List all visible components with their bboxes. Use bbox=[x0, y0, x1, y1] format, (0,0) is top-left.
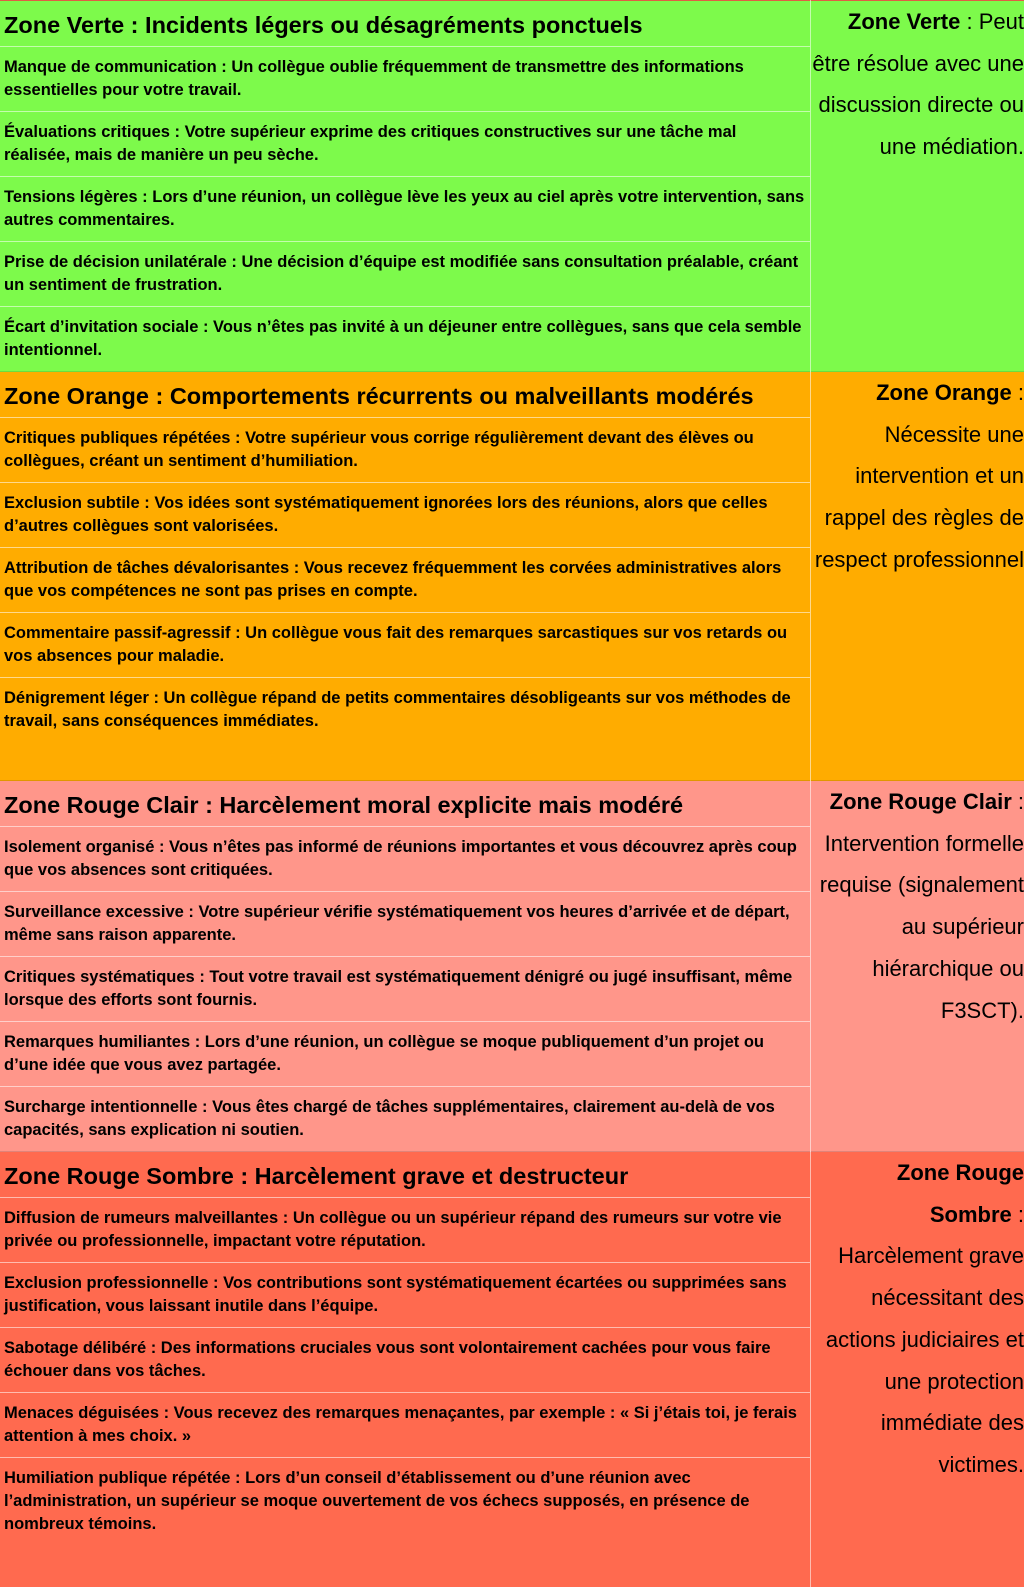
zone-orange-row bbox=[0, 372, 1024, 781]
list-item: Critiques publiques répétées : Votre supérieur vous corrige régulièrement devant des élèves ou collègues, créant un sentiment d’humiliation. bbox=[0, 418, 810, 483]
list-item: Manque de communication : Un collègue oublie fréquemment de transmettre des informations essentielles pour votre travail. bbox=[0, 47, 810, 112]
zone-lightred-row bbox=[0, 781, 1024, 1152]
summary-separator: : bbox=[1012, 380, 1024, 405]
list-item: Exclusion subtile : Vos idées sont systématiquement ignorées lors des réunions, alors que celles d’autres collègues sont valorisées. bbox=[0, 483, 810, 548]
zone-darkred-summary bbox=[810, 1152, 1024, 1587]
list-item: Exclusion professionnelle : Vos contributions sont systématiquement écartées ou supprimées sans justification, vous laissant inutile dans l’équipe. bbox=[0, 1263, 810, 1328]
zone-darkred-title: Zone Rouge Sombre : Harcèlement grave et destructeur bbox=[0, 1152, 810, 1198]
zone-orange-summary bbox=[810, 372, 1024, 781]
summary-separator: : bbox=[1012, 789, 1024, 814]
list-item: Évaluations critiques : Votre supérieur exprime des critiques constructives sur une tâche mal réalisée, mais de manière un peu sèche. bbox=[0, 112, 810, 177]
list-item: Écart d’invitation sociale : Vous n’êtes pas invité à un déjeuner entre collègues, sans que cela semble intentionnel. bbox=[0, 307, 810, 371]
zone-orange-title: Zone Orange : Comportements récurrents ou malveillants modérés bbox=[0, 372, 810, 418]
list-item: Menaces déguisées : Vous recevez des remarques menaçantes, par exemple : « Si j’étais toi, je ferais attention à mes choix. » bbox=[0, 1393, 810, 1458]
zone-green-summary-text: Peut être résolue avec une discussion directe ou une médiation. bbox=[812, 9, 1024, 159]
zone-green-summary-heading: Zone Verte bbox=[848, 9, 960, 34]
zone-lightred-title: Zone Rouge Clair : Harcèlement moral explicite mais modéré bbox=[0, 781, 810, 827]
list-item: Humiliation publique répétée : Lors d’un conseil d’établissement ou d’une réunion avec l’administration, un supérieur se moque ouvertement de vos échecs supposés, en présence de nombreux témoins. bbox=[0, 1458, 810, 1545]
list-item: Dénigrement léger : Un collègue répand de petits commentaires désobligeants sur vos méthodes de travail, sans conséquences immédiates. bbox=[0, 678, 810, 742]
list-item: Surveillance excessive : Votre supérieur vérifie systématiquement vos heures d’arrivée et de départ, même sans raison apparente. bbox=[0, 892, 810, 957]
zone-green-summary bbox=[810, 1, 1024, 372]
summary-separator: : bbox=[960, 9, 972, 34]
zone-darkred-details bbox=[0, 1152, 810, 1587]
zone-lightred-summary-heading: Zone Rouge Clair bbox=[830, 789, 1012, 814]
list-item: Sabotage délibéré : Des informations cruciales vous sont volontairement cachées pour vous faire échouer dans vos tâches. bbox=[0, 1328, 810, 1393]
zone-orange-details bbox=[0, 372, 810, 781]
zone-darkred-summary-heading: Zone Rouge Sombre bbox=[897, 1160, 1024, 1227]
list-item: Commentaire passif-agressif : Un collègue vous fait des remarques sarcastiques sur vos retards ou vos absences pour maladie. bbox=[0, 613, 810, 678]
zone-green-details bbox=[0, 1, 810, 372]
list-item: Isolement organisé : Vous n’êtes pas informé de réunions importantes et vous découvrez après coup que vos absences sont critiquées. bbox=[0, 827, 810, 892]
summary-separator: : bbox=[1012, 1202, 1024, 1227]
zone-orange-summary-text: Nécessite une intervention et un rappel des règles de respect professionnel bbox=[815, 422, 1024, 572]
zone-lightred-summary-text: Intervention formelle requise (signalement au supérieur hiérarchique ou F3SCT). bbox=[820, 831, 1024, 1023]
list-item: Remarques humiliantes : Lors d’une réunion, un collègue se moque publiquement d’un projet ou d’une idée que vous avez partagée. bbox=[0, 1022, 810, 1087]
zone-green-row bbox=[0, 1, 1024, 372]
list-item: Attribution de tâches dévalorisantes : Vous recevez fréquemment les corvées administratives alors que vos compétences ne sont pas prises en compte. bbox=[0, 548, 810, 613]
zone-lightred-details bbox=[0, 781, 810, 1152]
zone-darkred-row bbox=[0, 1152, 1024, 1587]
list-item: Diffusion de rumeurs malveillantes : Un collègue ou un supérieur répand des rumeurs sur votre vie privée ou professionnelle, impactant votre réputation. bbox=[0, 1198, 810, 1263]
list-item: Prise de décision unilatérale : Une décision d’équipe est modifiée sans consultation préalable, créant un sentiment de frustration. bbox=[0, 242, 810, 307]
zone-darkred-summary-text: Harcèlement grave nécessitant des actions judiciaires et une protection immédiate des victimes. bbox=[826, 1243, 1024, 1477]
zone-orange-summary-heading: Zone Orange bbox=[876, 380, 1012, 405]
zone-lightred-summary bbox=[810, 781, 1024, 1152]
list-item: Surcharge intentionnelle : Vous êtes chargé de tâches supplémentaires, clairement au-delà de vos capacités, sans explication ni soutien. bbox=[0, 1087, 810, 1151]
zone-green-title: Zone Verte : Incidents légers ou désagréments ponctuels bbox=[0, 1, 810, 47]
list-item: Critiques systématiques : Tout votre travail est systématiquement dénigré ou jugé insuffisant, même lorsque des efforts sont fournis. bbox=[0, 957, 810, 1022]
list-item: Tensions légères : Lors d’une réunion, un collègue lève les yeux au ciel après votre intervention, sans autres commentaires. bbox=[0, 177, 810, 242]
